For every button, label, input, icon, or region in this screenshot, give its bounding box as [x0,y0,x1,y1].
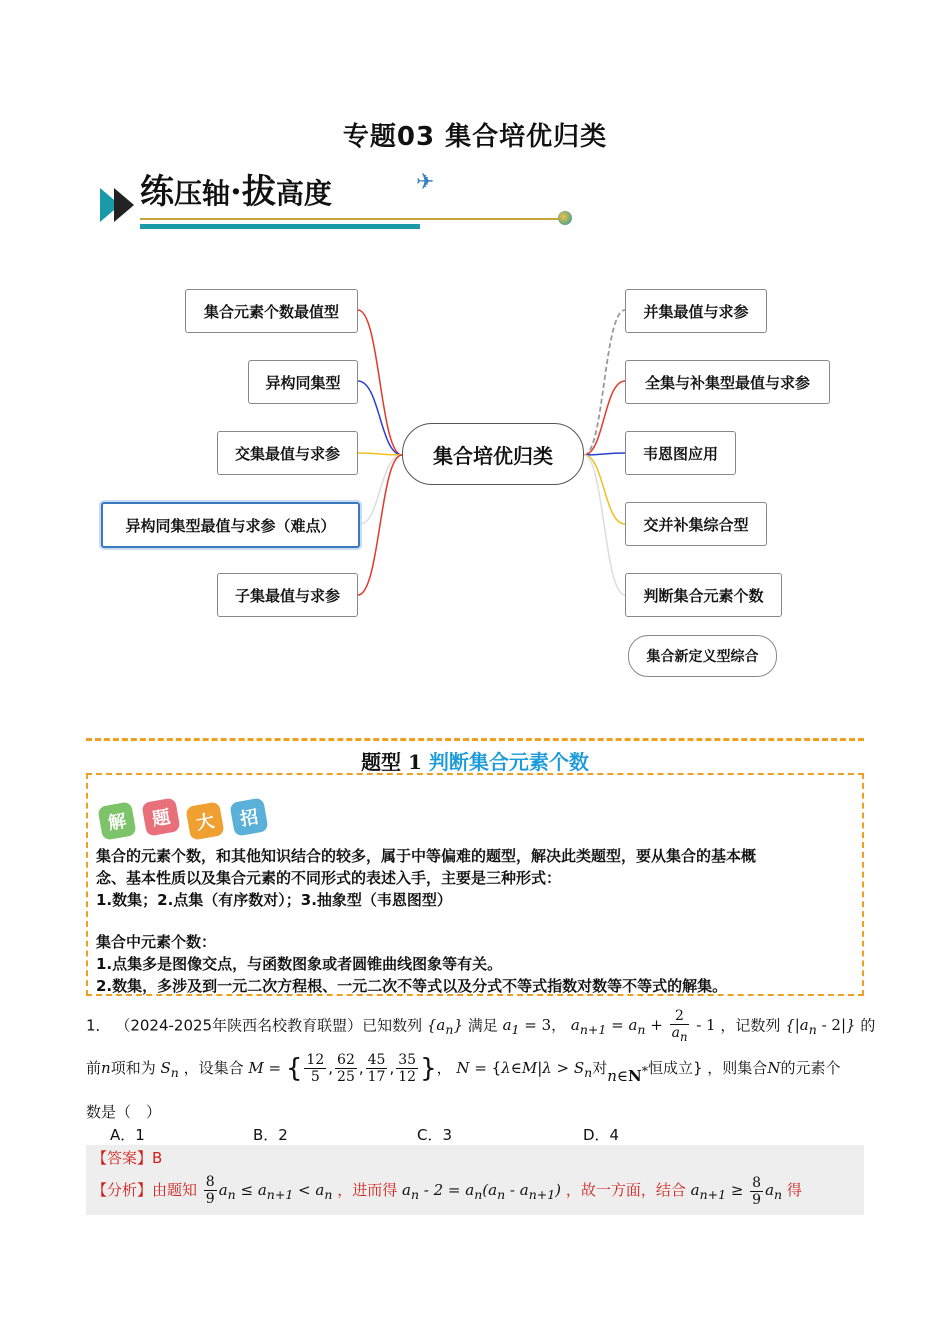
sub-n: n [227,1187,236,1202]
var-a: a [257,1181,267,1199]
var-a: a [690,1181,700,1199]
bar: | [537,1059,543,1077]
brace-open: { [491,1059,502,1077]
section-num: 1 [408,750,422,774]
fraction [304,1052,326,1085]
section-divider [86,738,864,741]
frac-bot [670,1025,690,1045]
analysis-expr3 [690,1174,783,1208]
mind-node-right: 判断集合元素个数 [625,573,782,617]
connector [584,455,625,595]
banner-word1: 压轴 [174,177,231,210]
option-b[interactable]: B．2 [253,1126,288,1144]
question-line-1 [86,1008,876,1045]
analysis-line [92,1174,802,1208]
tip-line: 集合的元素个数，和其他知识结合的较多，属于中等偏难的题型，解决此类题型，要从集合的基本概 [96,847,757,865]
fraction [670,1008,690,1045]
mind-node-right: 并集最值与求参 [625,289,767,333]
var-a: a [218,1181,228,1199]
question-source: （2024-2025年陕西名校教育联盟）已知数列 [115,1016,423,1035]
question-line-3: 数是（ ） [86,1103,162,1121]
tip-badges [100,800,300,840]
seq-an: $\{a_n\}$ [426,1016,463,1038]
fraction [204,1174,217,1207]
connector [584,455,625,524]
var-a: a [765,1181,775,1199]
tip-line: 集合中元素个数： [96,933,217,951]
banner-char2: 拔 [241,172,276,212]
frac-bot: 25 [337,1069,355,1085]
set-Nstar: N [627,1067,642,1085]
var-n: n [101,1059,111,1077]
fraction [366,1052,388,1085]
op-plus: + [645,1016,668,1035]
op-eq: = [263,1059,286,1077]
banner [100,160,580,240]
var-a: a [502,1016,512,1035]
op-le: ≤ [235,1181,258,1199]
op-ge: ≥ [726,1181,749,1199]
var-a: a [315,1181,325,1199]
var-M: M [248,1059,264,1077]
mind-node-right: 交并补集综合型 [625,502,767,546]
sub-n: n [410,1187,419,1202]
sub-n: n [324,1187,333,1202]
a1-value: = 3， [519,1016,567,1035]
tip-badge: 大 [185,801,224,840]
fraction [750,1175,763,1208]
tip-badge: 题 [141,797,180,836]
sub-n: n [637,1022,646,1038]
frac-bot: 9 [205,1191,215,1207]
sub-n: n [170,1065,179,1080]
tip-line: 2.数集，多涉及到一元二次方程根、一元二次不等式以及分式不等式指数对数等不等式的解集。 [96,977,728,995]
analysis-text: ，进而得 [337,1181,398,1199]
text-manzu: 满足 [467,1016,498,1035]
expr-tail: - 2 = a [419,1181,475,1199]
banner-divider-accent [140,224,420,229]
section-name: 判断集合元素个数 [428,750,589,774]
connector [358,381,402,455]
mind-node-right: 韦恩图应用 [625,431,736,475]
mind-map [0,280,950,700]
tip-line: 念、基本性质以及集合元素的不同形式的表述入手，主要是三种形式： [96,869,562,887]
analysis-text: ，故一方面，结合 [565,1181,686,1199]
op-eq: = [606,1016,629,1035]
sub-n: n [497,1187,506,1202]
frac-top: 8 [752,1174,762,1191]
analysis-label: 【分析】由题知 [92,1181,198,1199]
frac-bot: 17 [367,1069,386,1085]
text-qian: 前 [86,1059,102,1077]
recurrence [570,1008,716,1044]
var-N: N [456,1059,470,1077]
a1-expr [502,1016,567,1038]
tip-badge: 解 [97,801,136,840]
option-a[interactable]: A．1 [110,1126,145,1144]
abs-tail: - 2 [816,1016,841,1035]
expr-paren2: - a [505,1181,529,1199]
expr-paren: (a [482,1181,498,1199]
section-title [86,746,864,775]
fraction [396,1052,418,1085]
banner-dot-icon [558,211,572,225]
sub-n1: n+1 [579,1022,607,1038]
mind-node-left: 集合元素个数最值型 [185,289,358,333]
var-a: a [570,1016,580,1035]
sub-1: 1 [511,1022,520,1038]
lambda-cond2 [542,1059,593,1080]
tip-badge: 招 [229,797,268,836]
frac-top: 35 [398,1052,417,1068]
banner-char1: 练 [140,172,174,212]
mind-node-left-highlighted: 异构同集型最值与求参（难点） [101,502,360,548]
text-shejihe: ，设集合 [183,1059,244,1077]
frac-top: 45 [367,1052,386,1068]
mind-node-left: 异构同集型 [248,360,358,404]
tip-line: 1.点集多是图像交点，与函数图象或者圆锥曲线图象等有关。 [96,955,503,973]
brace-open: { [285,1053,303,1084]
frac-top: 8 [205,1174,215,1190]
sub-n1: n+1 [528,1187,556,1202]
answer-label: 【答案】B [92,1149,163,1167]
connector [584,310,625,455]
sub-n: n [474,1187,483,1202]
n-in-N [607,1063,648,1085]
expr-close: ) [555,1181,562,1199]
n-in: n∈ [607,1067,628,1085]
banner-dot: · [230,172,242,212]
mind-map-connectors [0,280,950,700]
sub-n: n [808,1022,817,1038]
var-a: a [401,1181,411,1199]
comma: ， [436,1059,452,1077]
lambda-gt: λ > S [542,1059,585,1077]
sum-S [160,1059,179,1080]
connector [358,455,402,595]
frac-top: 2 [670,1008,690,1025]
analysis-expr1 [202,1174,333,1207]
analysis-text: 得 [786,1181,802,1199]
var-N: N [767,1059,781,1077]
mind-node-left: 交集最值与求参 [217,431,358,475]
text-dui: 对 [592,1059,608,1077]
mind-node-left: 子集最值与求参 [217,573,358,617]
sub-n: n [584,1065,593,1080]
sub-n: n [445,1022,454,1038]
frac-bot: 5 [310,1069,320,1085]
lambda-cond: λ∈M [501,1059,538,1077]
sup-star: * [641,1063,648,1078]
option-d[interactable]: D．4 [583,1126,620,1144]
frac-top: 12 [306,1052,325,1068]
question-line-2: 前n项和为 $S_n$ ，设集合 M = { $\frac{12}{5}$ , $\frac{62}{25}$ , $\frac{45}{17}$ , $\frac{35}{12}$ }， N = {λ∈M|λ > $S_n$对n∈N*恒成立} ，则集合N的元素个 [86,1052,841,1085]
text-xianghewei: 项和为 [110,1059,156,1077]
text-hengchengli: 恒成立 [647,1059,693,1077]
tip-line: 1.数集；2.点集（有序数对）；3.抽象型（韦恩图型） [96,891,452,909]
sub-n: n [679,1029,688,1044]
section-label: 题型 [361,750,402,774]
op-minus: - 1 [691,1016,716,1035]
question-number: 1． [86,1016,111,1035]
op-lt: < [293,1181,316,1199]
paper-plane-icon: ✈ [416,170,435,195]
text-de: 的 [860,1016,876,1035]
text-yuansugeshu: 的元素个 [780,1059,841,1077]
frac-bot: 9 [752,1191,762,1208]
banner-word2: 高度 [275,177,332,210]
mind-node-right: 全集与补集型最值与求参 [625,360,830,404]
analysis-expr2 [401,1181,562,1202]
mind-node-right: 集合新定义型综合 [628,635,777,677]
mind-node-center: 集合培优归类 [402,423,584,485]
chevron-icon [114,188,134,222]
sub-n: n [774,1187,783,1202]
frac-bot: 12 [398,1069,417,1085]
connector [358,310,402,455]
var-a: a [671,1025,680,1041]
var-a: a [628,1016,638,1035]
option-c[interactable]: C．3 [417,1126,453,1144]
brace-close: } [692,1059,703,1077]
sub-n1: n+1 [266,1187,294,1202]
brace-close: } [420,1053,437,1084]
abs-seq: $\{|a_n - 2|\}$ [785,1016,856,1038]
var-a: a [799,1016,809,1035]
sub-n1: n+1 [699,1187,727,1202]
frac-top: 62 [337,1052,355,1068]
text-jishulie: ，记数列 [720,1016,781,1035]
banner-text [140,164,332,213]
banner-divider [140,218,560,220]
op-eq: = [469,1059,492,1077]
connector [584,453,625,455]
page-title: 专题03 集合培优归类 [342,122,608,152]
connector [360,455,402,524]
text-zejihe: ，则集合 [707,1059,768,1077]
connector [584,381,625,455]
var-a: a [436,1016,446,1035]
fraction [335,1052,357,1085]
var-S: S [160,1059,171,1077]
